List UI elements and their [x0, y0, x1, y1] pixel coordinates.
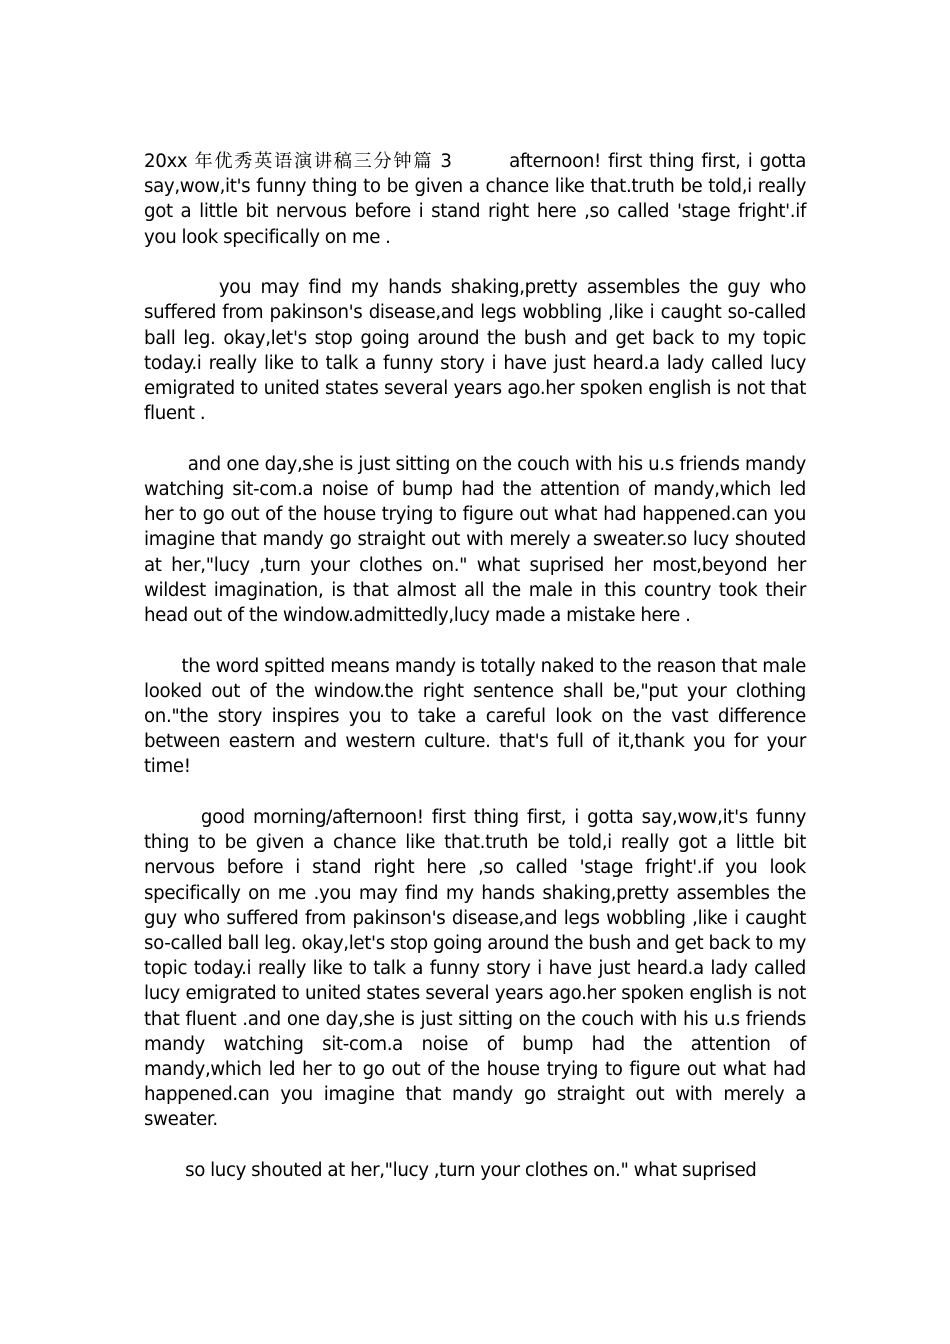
- paragraph-1: 20xx 年优秀英语演讲稿三分钟篇 3 afternoon! first thing first, i gotta say,wow,it's funny thing to be given a chance like that.truth be told,i really got a little bit nervous before i stand right here ,so called 'stage fright'.if you look specifically on me .: [144, 151, 812, 248]
- document-body: [144, 149, 812, 1209]
- paragraph-5: good morning/afternoon! first thing first, i gotta say,wow,it's funny thing to be given a chance like that.truth be told,i really got a little bit nervous before i stand right here ,so called 'stage fright'.if you look specifically on me .you may find my hands shaking,pretty assembles the guy who suffered from pakinson's disease,and legs wobbling ,like i caught so-called ball leg. okay,let's stop going around the bush and get back to my topic today.i really like to talk a funny story i have just heard.a lady called lucy emigrated to united states several years ago.her spoken english is not that fluent .and one day,she is just sitting on the couch with his u.s friends mandy watching sit-com.a noise of bump had the attention of mandy,which led her to go out of the house trying to figure out what had happened.can you imagine that mandy go straight out with merely a sweater.: [144, 807, 812, 1131]
- paragraph-4: the word spitted means mandy is totally naked to the reason that male looked out of the window.the right sentence shall be,"put your clothing on."the story inspires you to take a careful look on the vast difference between eastern and western culture. that's full of it,thank you for your time!: [144, 655, 812, 778]
- paragraph-2: you may find my hands shaking,pretty assembles the guy who suffered from pakinson's disease,and legs wobbling ,like i caught so-called ball leg. okay,let's stop going around the bush and get back to my topic today.i really like to talk a funny story i have just heard.a lady called lucy emigrated to united states several years ago.her spoken english is not that fluent .: [144, 277, 812, 425]
- paragraph-6: so lucy shouted at her,"lucy ,turn your clothes on." what suprised: [144, 1160, 757, 1182]
- paragraph-3: and one day,she is just sitting on the couch with his u.s friends mandy watching sit-com.a noise of bump had the attention of mandy,which led her to go out of the house trying to figure out what had happened.can you imagine that mandy go straight out with merely a sweater.so lucy shouted at her,"lucy ,turn your clothes on." what suprised her most,beyond her wildest imagination, is that almost all the male in this country took their head out of the window.admittedly,lucy made a mistake here .: [144, 453, 812, 627]
